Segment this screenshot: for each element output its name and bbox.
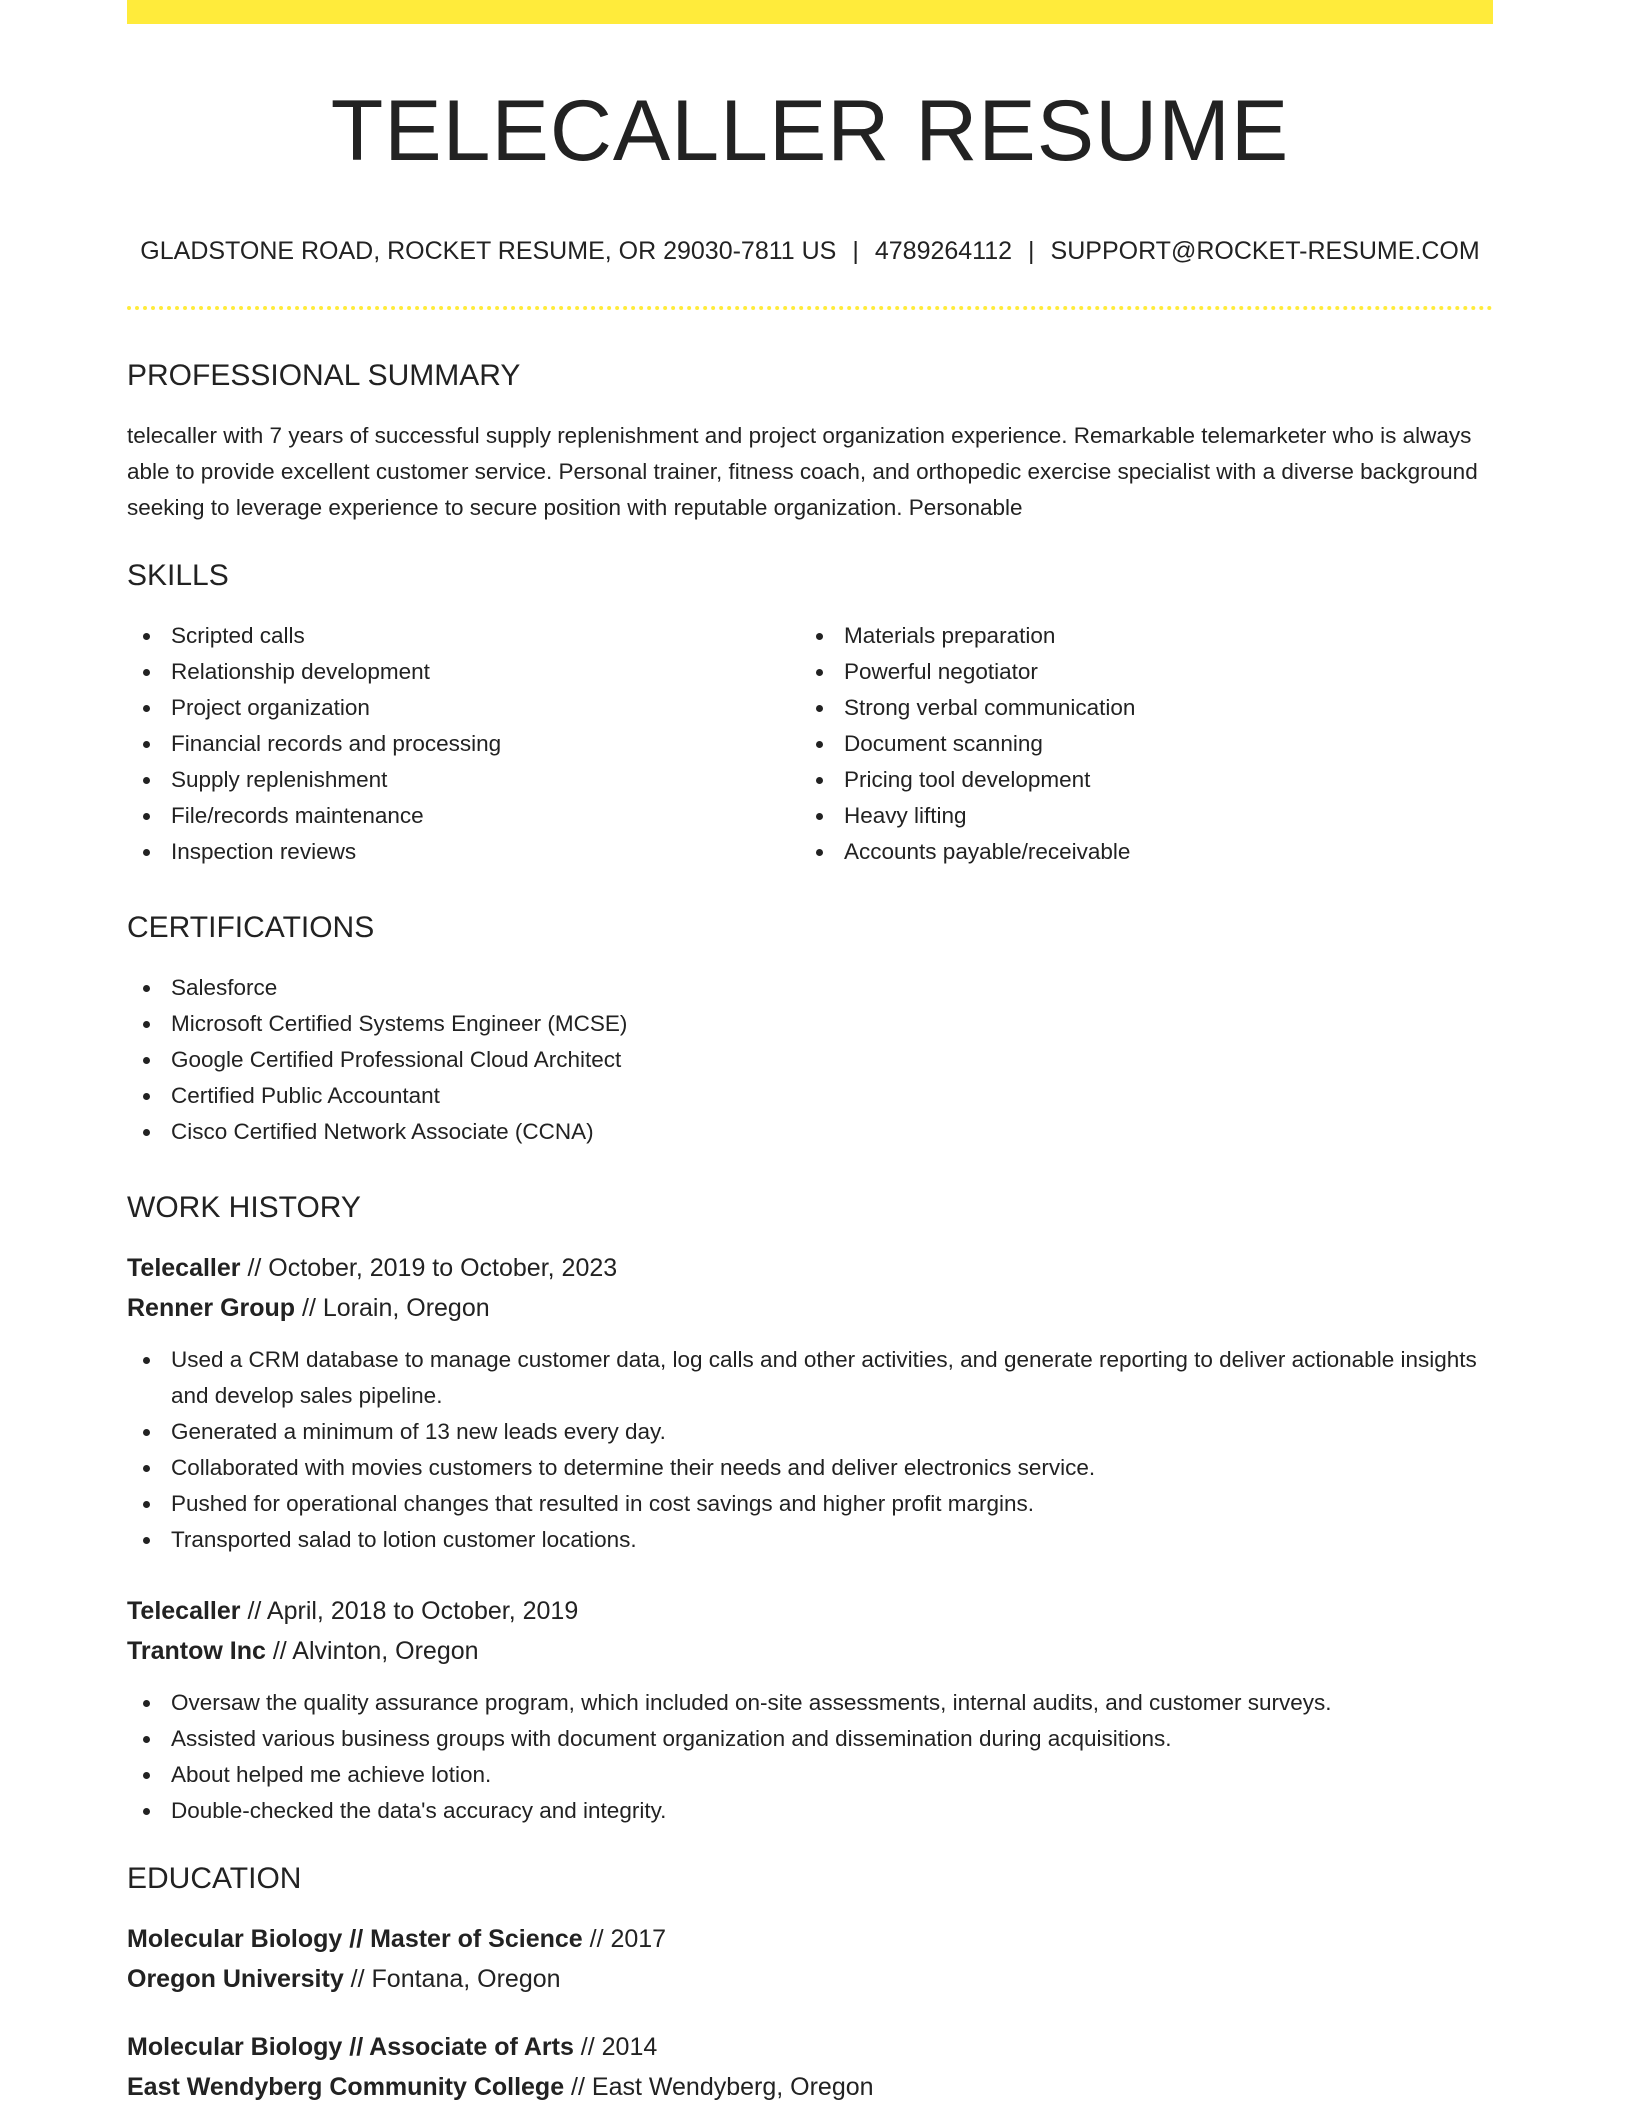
skill-item: Powerful negotiator	[800, 654, 1473, 690]
job-bullet: Collaborated with movies customers to determine their needs and deliver electronics service.	[127, 1450, 1493, 1486]
skills-columns	[127, 618, 1493, 870]
skill-item: Inspection reviews	[127, 834, 800, 870]
certification-item: Salesforce	[127, 970, 1493, 1006]
email-text: SUPPORT@ROCKET-RESUME.COM	[1050, 237, 1480, 265]
job-bullets	[127, 1342, 1493, 1558]
job-bullets	[127, 1685, 1493, 1829]
education-degree: Molecular Biology // Master of Science	[127, 1925, 583, 1953]
education-location: // East Wendyberg, Oregon	[564, 2073, 874, 2101]
summary-heading: PROFESSIONAL SUMMARY	[127, 359, 521, 392]
dotted-divider	[127, 306, 1493, 310]
address-text: GLADSTONE ROAD, ROCKET RESUME, OR 29030-7811 US	[140, 237, 837, 265]
skill-item: Heavy lifting	[800, 798, 1473, 834]
job-company-line	[127, 1288, 1493, 1328]
skills-list-right	[800, 618, 1473, 870]
education-school-line	[127, 2067, 1493, 2107]
job-title-line	[127, 1248, 1493, 1288]
contact-separator: |	[852, 237, 859, 265]
certification-item: Certified Public Accountant	[127, 1078, 1493, 1114]
education-school-line	[127, 1959, 1493, 1999]
education-degree-line	[127, 1919, 1493, 1959]
skill-item: Pricing tool development	[800, 762, 1473, 798]
resume-page	[127, 0, 1493, 2107]
phone-text: 4789264112	[874, 237, 1013, 265]
education-year: // 2017	[582, 1925, 667, 1953]
certifications-list	[127, 970, 1493, 1150]
job-bullet: Oversaw the quality assurance program, which included on-site assessments, internal audits, and customer surveys.	[127, 1685, 1493, 1721]
skill-item: Scripted calls	[127, 618, 800, 654]
job-title-line	[127, 1591, 1493, 1631]
education-school: East Wendyberg Community College	[127, 2073, 565, 2101]
job-bullet: About helped me achieve lotion.	[127, 1757, 1493, 1793]
education-location: // Fontana, Oregon	[343, 1965, 561, 1993]
skill-item: Supply replenishment	[127, 762, 800, 798]
job-bullet: Transported salad to lotion customer locations.	[127, 1522, 1493, 1558]
job-bullet: Used a CRM database to manage customer data, log calls and other activities, and generate reporting to deliver actionable insights and develop sales pipeline.	[127, 1342, 1493, 1414]
job-title: Telecaller	[127, 1254, 241, 1282]
education-degree: Molecular Biology // Associate of Arts	[127, 2033, 574, 2061]
job-dates: // April, 2018 to October, 2019	[240, 1597, 579, 1625]
skill-item: Accounts payable/receivable	[800, 834, 1473, 870]
work-history-heading: WORK HISTORY	[127, 1191, 361, 1224]
skills-list-left	[127, 618, 800, 870]
education-year: // 2014	[573, 2033, 658, 2061]
certification-item: Cisco Certified Network Associate (CCNA)	[127, 1114, 1493, 1150]
certifications-heading: CERTIFICATIONS	[127, 911, 375, 944]
education-school: Oregon University	[127, 1965, 344, 1993]
job-location: // Alvinton, Oregon	[265, 1637, 479, 1665]
resume-title: TELECALLER RESUME	[330, 83, 1290, 179]
skill-item: Project organization	[127, 690, 800, 726]
job-location: // Lorain, Oregon	[295, 1294, 490, 1322]
certification-item: Google Certified Professional Cloud Architect	[127, 1042, 1493, 1078]
job-dates: // October, 2019 to October, 2023	[240, 1254, 618, 1282]
skill-item: Strong verbal communication	[800, 690, 1473, 726]
summary-text: telecaller with 7 years of successful supply replenishment and project organization experience. Remarkable telemarketer who is always able to provide excellent customer service. Personal trainer, fitness coach, and orthopedic exercise specialist with a diverse background seeking to leverage experience to secure position with reputable organization. Personable	[127, 423, 1478, 520]
certification-item: Microsoft Certified Systems Engineer (MCSE)	[127, 1006, 1493, 1042]
job-title: Telecaller	[127, 1597, 241, 1625]
job-bullet: Generated a minimum of 13 new leads every day.	[127, 1414, 1493, 1450]
skill-item: Document scanning	[800, 726, 1473, 762]
skills-heading: SKILLS	[127, 559, 229, 592]
job-bullet: Double-checked the data's accuracy and integrity.	[127, 1793, 1493, 1829]
education-degree-line	[127, 2027, 1493, 2067]
job-company-line	[127, 1631, 1493, 1671]
skill-item: Materials preparation	[800, 618, 1473, 654]
skill-item: Financial records and processing	[127, 726, 800, 762]
top-accent-bar	[127, 0, 1493, 24]
contact-separator: |	[1028, 237, 1035, 265]
job-bullet: Pushed for operational changes that resulted in cost savings and higher profit margins.	[127, 1486, 1493, 1522]
contact-line	[127, 236, 1493, 266]
skill-item: File/records maintenance	[127, 798, 800, 834]
skill-item: Relationship development	[127, 654, 800, 690]
job-company: Trantow Inc	[127, 1637, 266, 1665]
job-company: Renner Group	[127, 1294, 296, 1322]
education-heading: EDUCATION	[127, 1862, 302, 1895]
job-bullet: Assisted various business groups with document organization and dissemination during acquisitions.	[127, 1721, 1493, 1757]
